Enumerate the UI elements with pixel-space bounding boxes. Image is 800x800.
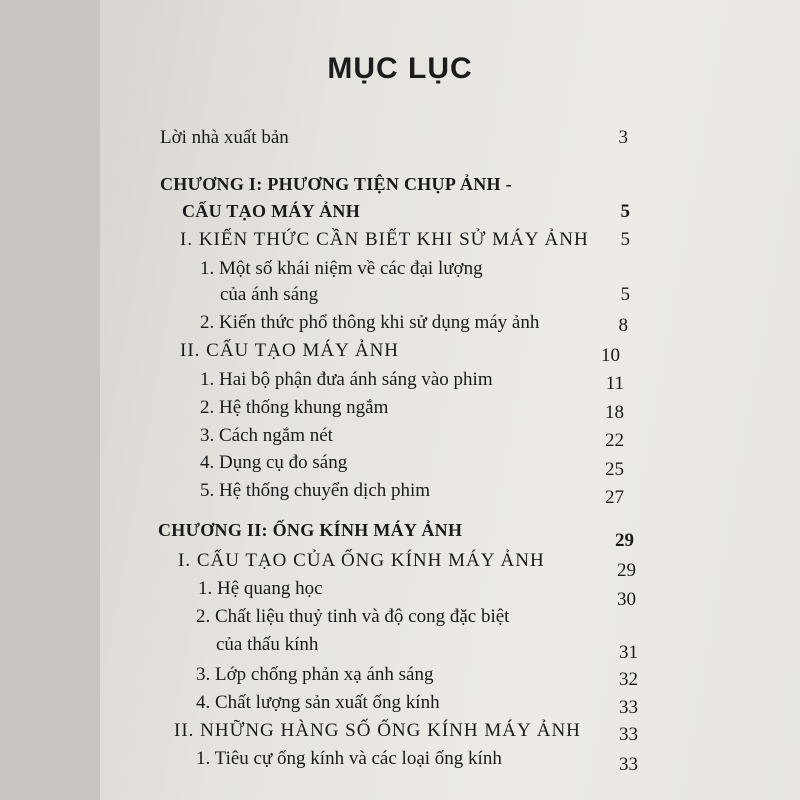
toc-entry-page: 18 xyxy=(605,402,624,423)
toc-entry-page: 11 xyxy=(605,373,624,394)
toc-entry-text: 1. Một số khái niệm về các đại lượng xyxy=(200,258,483,279)
chapter-heading: CHƯƠNG I: PHƯƠNG TIỆN CHỤP ẢNH - xyxy=(160,174,512,194)
toc-entry-text: 3. Cách ngắm nét xyxy=(200,425,333,446)
toc-entry-text: 1. Hệ quang học xyxy=(198,578,323,599)
toc-entry-page: 5 xyxy=(620,284,630,305)
chapter-heading: CHƯƠNG II: ỐNG KÍNH MÁY ẢNH xyxy=(158,520,463,540)
toc-entry-text: 2. Kiến thức phổ thông khi sử dụng máy ảnh xyxy=(200,312,540,333)
page-title: MỤC LỤC xyxy=(327,52,473,85)
toc-entry-text: 3. Lớp chống phản xạ ánh sáng xyxy=(196,664,434,685)
toc-entry-text: 1. Hai bộ phận đưa ánh sáng vào phim xyxy=(200,369,493,390)
toc-entry-page: 8 xyxy=(618,315,628,336)
section-heading: II. NHỮNG HÀNG SỐ ỐNG KÍNH MÁY ẢNH xyxy=(174,720,581,741)
toc-entry-page: 27 xyxy=(605,487,624,508)
toc-entry-page: 10 xyxy=(601,345,620,366)
toc-entry-page: 3 xyxy=(618,127,628,148)
toc-entry-page: 29 xyxy=(617,560,636,581)
toc-entry-page: 5 xyxy=(620,229,630,250)
toc-entry-page: 31 xyxy=(619,642,638,663)
toc-entry-page: 5 xyxy=(620,201,630,222)
toc-entry-text: 4. Dụng cụ đo sáng xyxy=(200,452,348,473)
section-heading: I. KIẾN THỨC CẦN BIẾT KHI SỬ MÁY ẢNH xyxy=(180,229,589,250)
toc-entry-page: 22 xyxy=(605,430,624,451)
toc-entry-text: 2. Chất liệu thuỷ tinh và độ cong đặc biệt xyxy=(196,606,510,627)
chapter-heading: CẤU TẠO MÁY ẢNH xyxy=(182,201,360,221)
toc-entry-text: 1. Tiêu cự ống kính và các loại ống kính xyxy=(196,748,502,769)
toc-entry-text: của thấu kính xyxy=(216,634,319,655)
toc-entry-text: 5. Hệ thống chuyển dịch phim xyxy=(200,480,431,501)
toc-entry-text: 2. Hệ thống khung ngắm xyxy=(200,397,389,418)
toc-entry-page: 25 xyxy=(605,459,624,480)
toc-entry-text: Lời nhà xuất bản xyxy=(160,127,289,148)
toc-entry-page: 29 xyxy=(615,530,634,551)
toc-entry-page: 32 xyxy=(619,669,638,690)
section-heading: I. CẤU TẠO CỦA ỐNG KÍNH MÁY ẢNH xyxy=(178,550,545,571)
section-heading: II. CẤU TẠO MÁY ẢNH xyxy=(180,340,400,361)
toc-entry-text: 4. Chất lượng sản xuất ống kính xyxy=(196,692,440,713)
toc-entry-page: 30 xyxy=(617,589,636,610)
toc-entry-page: 33 xyxy=(619,724,638,745)
toc-entry-text: của ánh sáng xyxy=(220,284,319,305)
toc-entry-page: 33 xyxy=(619,754,638,775)
toc-entry-page: 33 xyxy=(619,697,638,718)
